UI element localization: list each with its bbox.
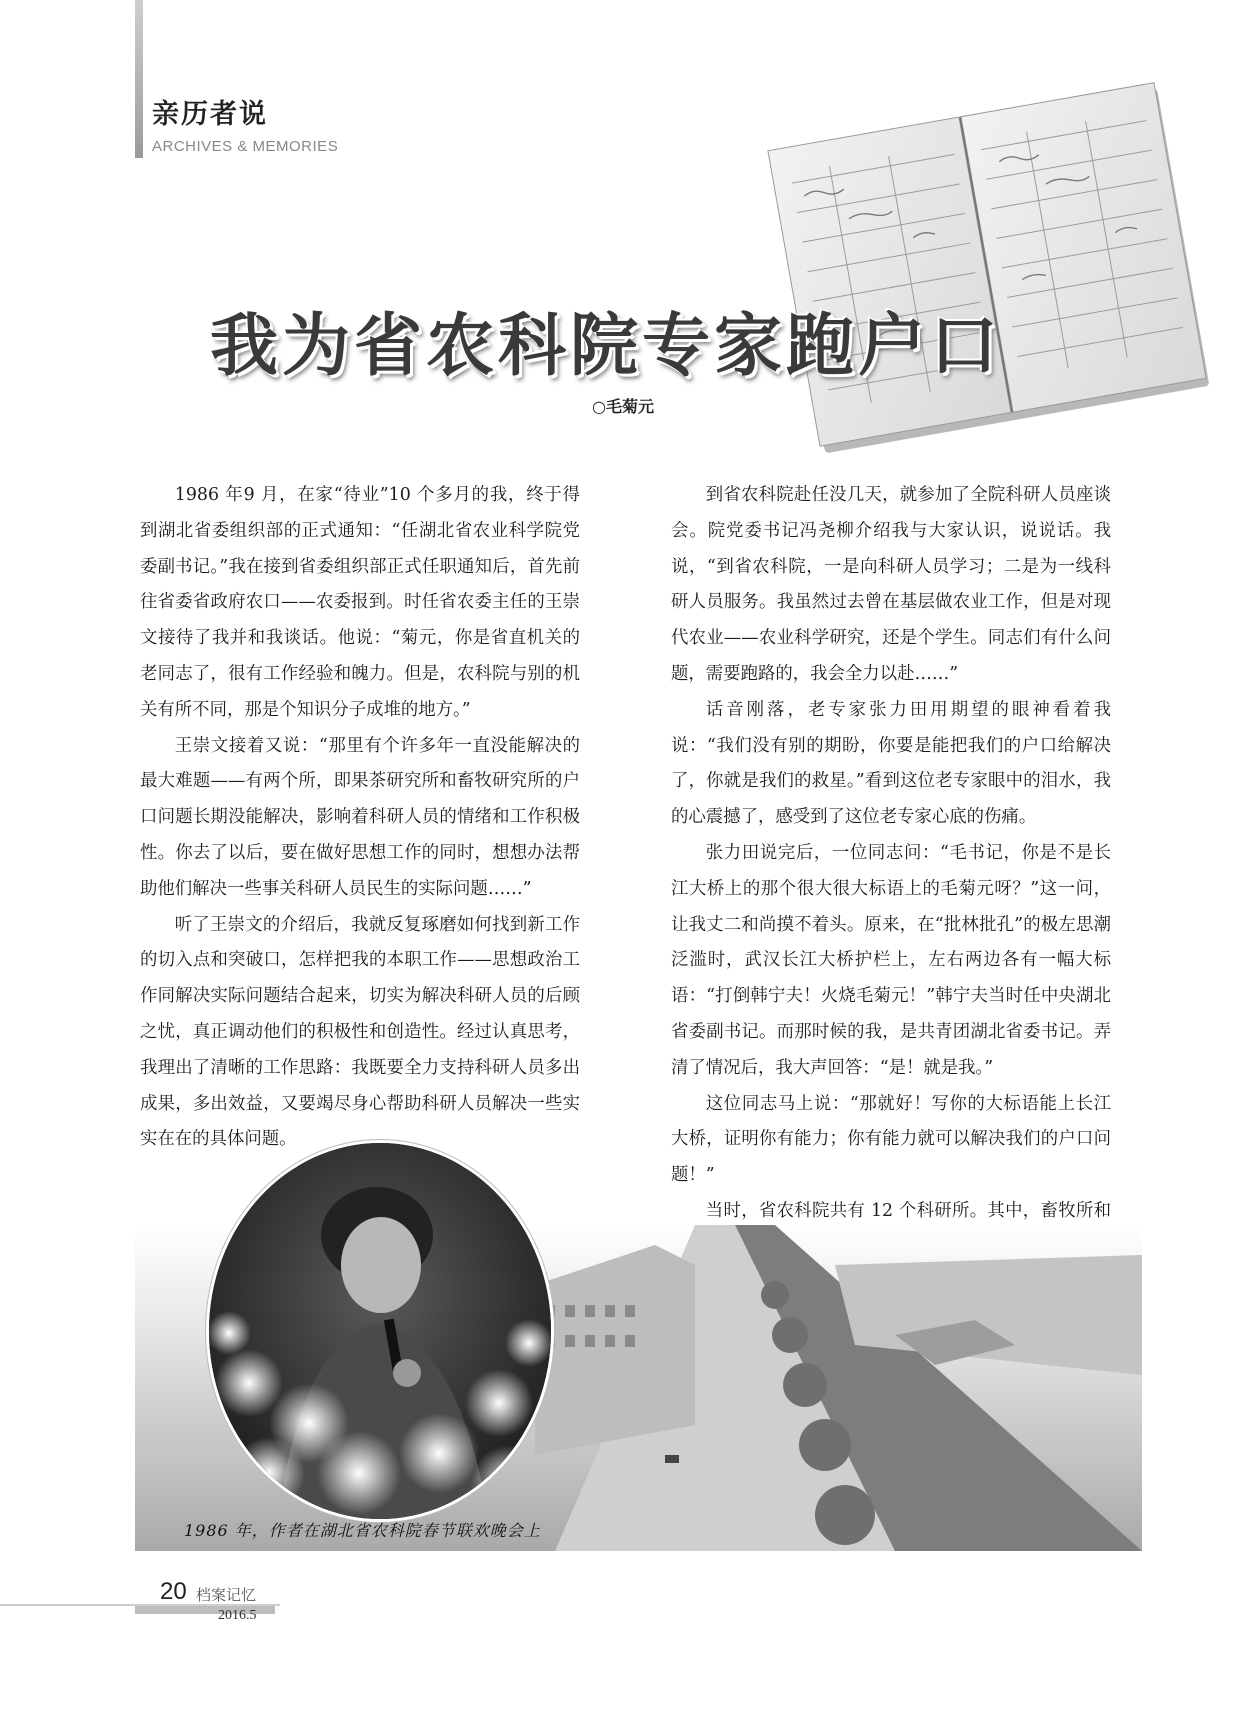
- magazine-name: 档案记忆: [196, 1586, 257, 1604]
- paragraph: 到省农科院赴任没几天，就参加了全院科研人员座谈会。院党委书记冯尧柳介绍我与大家认识，说说话。我说，“到省农科院，一是向科研人员学习；二是为一线科研人员服务。我虽然过去曾在基层做农业工作，但是对现代农业——农业科学研究，还是个学生。同志们有什么问题，需要跑路的，我会全力以赴……”: [671, 485, 1111, 684]
- author-portrait-photo: [206, 1140, 554, 1522]
- paragraph: 听了王崇文的介绍后，我就反复琢磨如何找到新工作的切入点和突破口，怎样把我的本职工作——思想政治工作同解决实际问题结合起来，切实为解决科研人员的后顾之忧，真正调动他们的积极性和创造性。经过认真思考，我理出了清晰的工作思路：我既要全力支持科研人员多出成果，多出效益，又要竭尽身心帮助科研人员解决一些实实在在的具体问题。: [140, 914, 580, 1150]
- section-title: 亲历者说: [152, 99, 268, 130]
- photo-caption: 1986 年，作者在湖北省农科院春节联欢晚会上: [184, 1521, 541, 1540]
- article-title: 我为省农科院专家跑户口: [210, 307, 1003, 386]
- paragraph: 王崇文接着又说：“那里有个许多年一直没能解决的最大难题——有两个所，即果茶研究所和畜牧研究所的户口问题长期没能解决，影响着科研人员的情绪和工作积极性。你去了以后，要在做好思想工作的同时，想想办法帮助他们解决一些事关科研人员民生的实际问题……”: [140, 735, 580, 899]
- section-accent-bar: [135, 0, 143, 158]
- author-byline: ○毛菊元: [592, 397, 654, 416]
- article-left-column: [140, 478, 580, 1158]
- magazine-issue: 2016.5: [218, 1608, 257, 1623]
- paragraph: 1986 年9 月，在家“待业”10 个多月的我，终于得到湖北省委组织部的正式通知：“任湖北省农业科学院党委副书记。”我在接到省委组织部正式任职通知后，首先前往省委省政府农口——农委报到。时任省农委主任的王崇文接待了我并和我谈话。他说：“菊元，你是省直机关的老同志了，很有工作经验和魄力。但是，农科院与别的机关有所不同，那是个知识分子成堆的地方。”: [140, 485, 580, 720]
- paragraph: 张力田说完后，一位同志问：“毛书记，你是不是长江大桥上的那个很大很大标语上的毛菊元呀？”这一问，让我丈二和尚摸不着头。原来，在“批林批孔”的极左思潮泛滥时，武汉长江大桥护栏上，左右两边各有一幅大标语：“打倒韩宁夫！火烧毛菊元！”韩宁夫当时任中央湖北省委副书记。而那时候的我，是共青团湖北省委书记。弄清了情况后，我大声回答：“是！就是我。”: [671, 842, 1111, 1078]
- notebook-photo: [765, 78, 1214, 463]
- paragraph: 话音刚落，老专家张力田用期望的眼神看着我说：“我们没有别的期盼，你要是能把我们的户口给解决了，你就是我们的救星。”看到这位老专家眼中的泪水，我的心震撼了，感受到了这位老专家心底的伤痛。: [671, 699, 1111, 828]
- paragraph: 当时，省农科院共有 12 个科研所。其中，畜牧所和: [705, 1200, 1111, 1221]
- section-subtitle: ARCHIVES & MEMORIES: [152, 138, 339, 155]
- paragraph: 这位同志马上说：“那就好！写你的大标语能上长江大桥，证明你有能力；你有能力就可以解决我们的户口问题！”: [671, 1093, 1111, 1186]
- page-number: 20: [160, 1578, 187, 1605]
- article-right-column: [671, 478, 1111, 1301]
